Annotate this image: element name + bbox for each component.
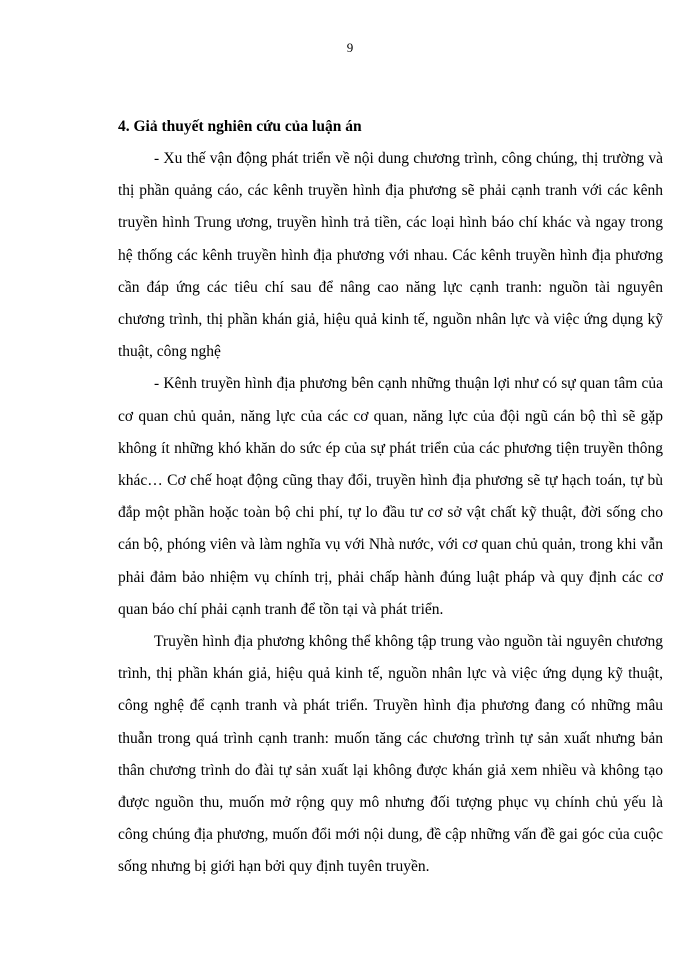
page-number: 9 [346, 40, 354, 55]
paragraph-2: - Kênh truyền hình địa phương bên cạnh những thuận lợi như có sự quan tâm của cơ quan chủ quản, năng lực của các cơ quan, năng lực của đội ngũ cán bộ thì sẽ gặp không ít những khó khăn do sức ép của sự phát triển của các phương tiện truyền thông khác… Cơ chế hoạt động cũng thay đổi, truyền hình địa phương sẽ tự hạch toán, tự bù đắp một phần hoặc toàn bộ chi phí, tự lo đầu tư cơ sở vật chất kỹ thuật, đời sống cho cán bộ, phóng viên và làm nghĩa vụ với Nhà nước, với cơ quan chủ quản, trong khi vẫn phải đảm bảo nhiệm vụ chính trị, phải chấp hành đúng luật pháp và quy định các cơ quan báo chí phải cạnh tranh để tồn tại và phát triển. [118, 375, 663, 618]
section-content [118, 111, 663, 884]
paragraph-1: - Xu thế vận động phát triển về nội dung chương trình, công chúng, thị trường và thị phần quảng cáo, các kênh truyền hình địa phương sẽ phải cạnh tranh với các kênh truyền hình Trung ương, truyền hình trả tiền, các loại hình báo chí khác và ngay trong hệ thống các kênh truyền hình địa phương với nhau. Các kênh truyền hình địa phương cần đáp ứng các tiêu chí sau để nâng cao năng lực cạnh tranh: nguồn tài nguyên chương trình, thị phần khán giả, hiệu quả kinh tế, nguồn nhân lực và việc ứng dụng kỹ thuật, công nghệ [118, 150, 663, 361]
section-heading: 4. Giả thuyết nghiên cứu của luận án [118, 118, 362, 135]
paragraph-3: Truyền hình địa phương không thể không tập trung vào nguồn tài nguyên chương trình, thị phần khán giả, hiệu quả kinh tế, nguồn nhân lực và việc ứng dụng kỹ thuật, công nghệ để cạnh tranh và phát triển. Truyền hình địa phương đang có những mâu thuẫn trong quá trình cạnh tranh: muốn tăng các chương trình tự sản xuất nhưng bản thân chương trình do đài tự sản xuất lại không được khán giả xem nhiều và không tạo được nguồn thu, muốn mở rộng quy mô nhưng đối tượng phục vụ chính chủ yếu là công chúng địa phương, muốn đổi mới nội dung, đề cập những vấn đề gai góc của cuộc sống nhưng bị giới hạn bởi quy định tuyên truyền. [118, 633, 663, 876]
